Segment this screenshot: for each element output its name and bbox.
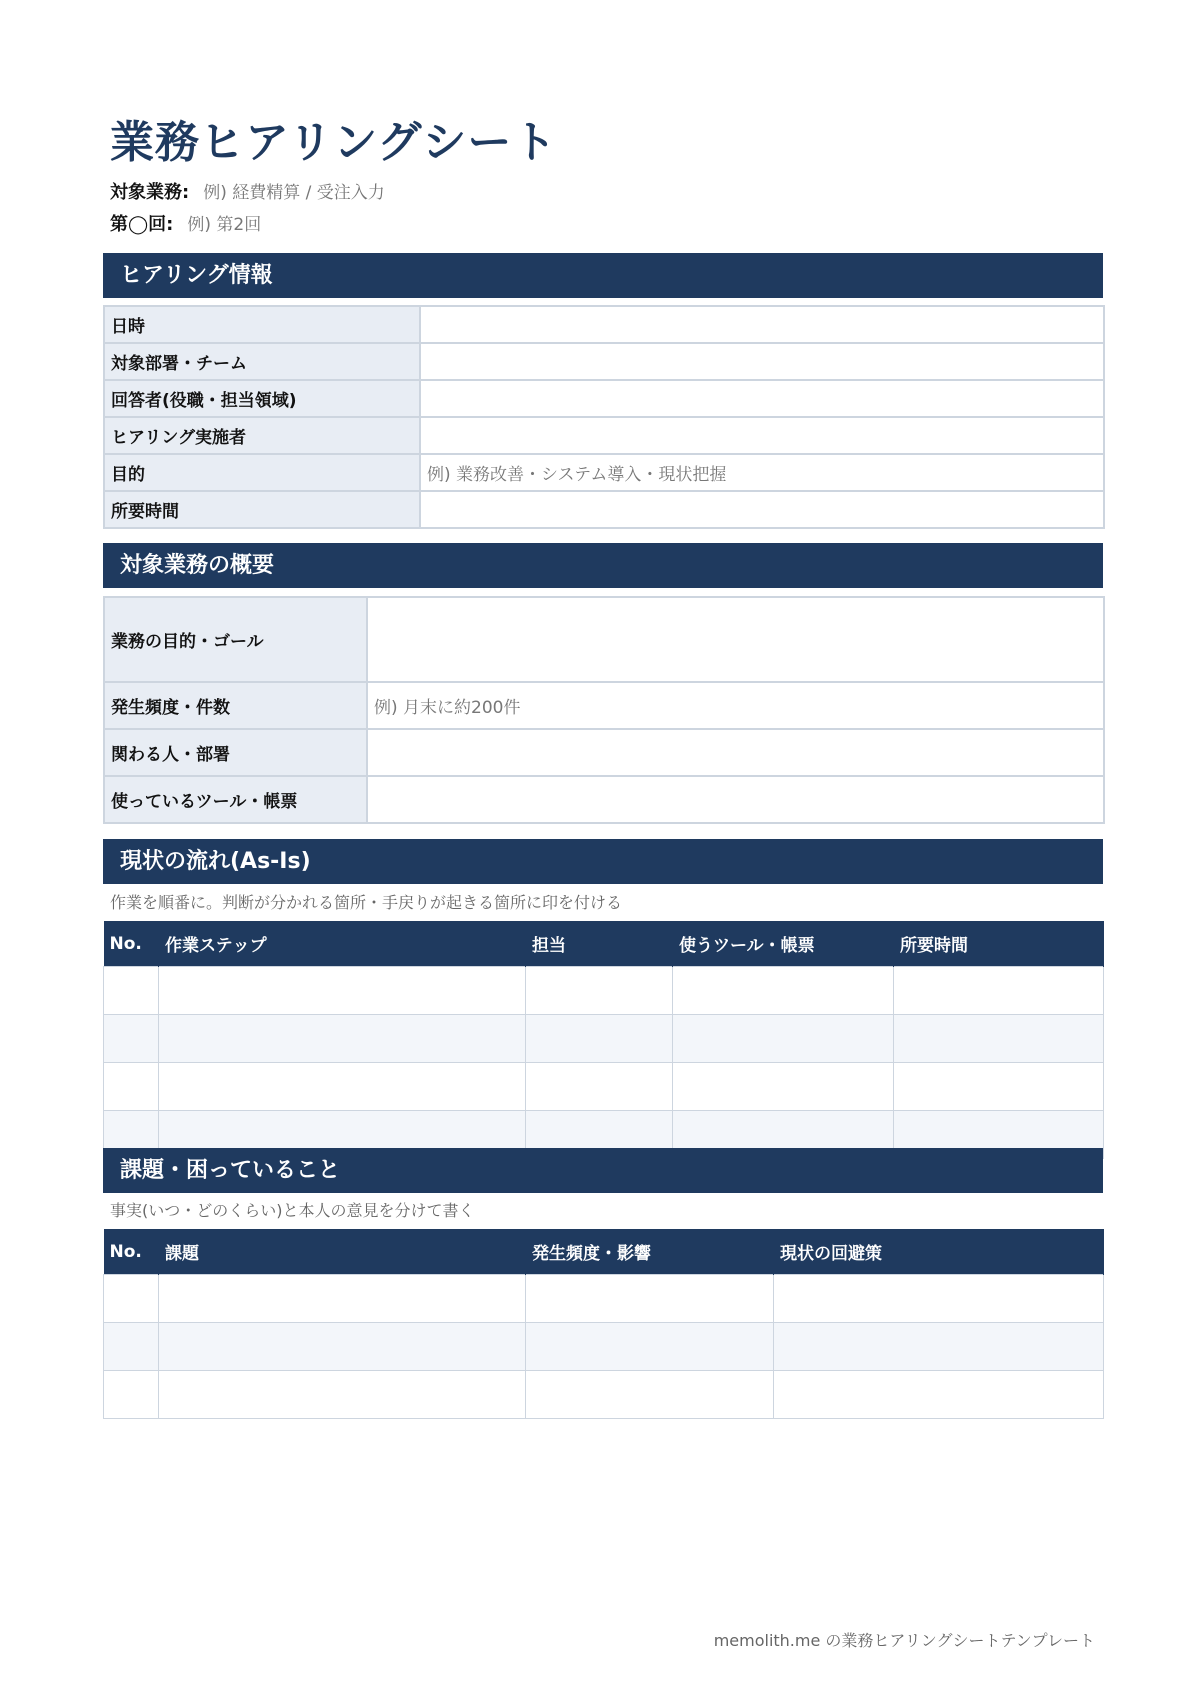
field-label: 日時 — [104, 306, 420, 343]
table-row — [104, 491, 1104, 528]
table-cell[interactable] — [159, 1275, 526, 1323]
footer-credit: memolith.me の業務ヒアリングシートテンプレート — [713, 1631, 1095, 1650]
meta-target-business — [110, 180, 385, 206]
field-label: 対象部署・チーム — [104, 343, 420, 380]
field-value-goal[interactable] — [367, 597, 1104, 682]
table-cell[interactable] — [774, 1323, 1104, 1371]
field-label: 使っているツール・帳票 — [104, 776, 367, 823]
table-row — [104, 454, 1104, 491]
table-cell[interactable] — [673, 1015, 894, 1063]
field-value-purpose[interactable]: 例) 業務改善・システム導入・現状把握 — [420, 454, 1104, 491]
table-cell[interactable] — [104, 1275, 159, 1323]
meta-session-number — [110, 212, 261, 238]
field-label: 関わる人・部署 — [104, 729, 367, 776]
meta-value[interactable]: 例) 経費精算 / 受注入力 — [203, 183, 385, 203]
page-title: 業務ヒアリングシート — [110, 117, 558, 168]
table-cell[interactable] — [526, 967, 673, 1015]
section-header-overview: 対象業務の概要 — [103, 543, 1103, 588]
field-value-people[interactable] — [367, 729, 1104, 776]
table-cell[interactable] — [774, 1371, 1104, 1419]
column-header: 課題 — [159, 1229, 526, 1275]
table-row — [104, 1063, 1104, 1111]
section-header-hearing-info: ヒアリング情報 — [103, 253, 1103, 298]
issues-table — [103, 1229, 1104, 1419]
field-value-tools[interactable] — [367, 776, 1104, 823]
table-header-row — [104, 1229, 1104, 1275]
table-row — [104, 380, 1104, 417]
field-value-frequency[interactable]: 例) 月末に約200件 — [367, 682, 1104, 729]
table-header-row — [104, 921, 1104, 967]
table-cell[interactable] — [673, 1063, 894, 1111]
table-row — [104, 1015, 1104, 1063]
column-header: No. — [104, 921, 159, 967]
table-cell[interactable] — [104, 1063, 159, 1111]
table-cell[interactable] — [159, 1015, 526, 1063]
as-is-table — [103, 921, 1104, 1159]
table-cell[interactable] — [104, 967, 159, 1015]
table-cell[interactable] — [526, 1275, 774, 1323]
field-label: ヒアリング実施者 — [104, 417, 420, 454]
table-row — [104, 306, 1104, 343]
meta-label: 対象業務: — [110, 182, 190, 203]
table-cell[interactable] — [104, 1323, 159, 1371]
column-header: 担当 — [526, 921, 673, 967]
table-row — [104, 1371, 1104, 1419]
table-cell[interactable] — [159, 1371, 526, 1419]
table-cell[interactable] — [159, 1323, 526, 1371]
table-row — [104, 417, 1104, 454]
table-cell[interactable] — [894, 1015, 1104, 1063]
field-label: 発生頻度・件数 — [104, 682, 367, 729]
table-row — [104, 729, 1104, 776]
table-cell[interactable] — [894, 1063, 1104, 1111]
meta-label: 第◯回: — [110, 214, 174, 235]
table-cell[interactable] — [673, 967, 894, 1015]
field-value-duration[interactable] — [420, 491, 1104, 528]
column-header: 作業ステップ — [159, 921, 526, 967]
table-row — [104, 967, 1104, 1015]
table-cell[interactable] — [159, 1063, 526, 1111]
column-header: 所要時間 — [894, 921, 1104, 967]
section-header-issues: 課題・困っていること — [103, 1148, 1103, 1193]
field-value-respondent[interactable] — [420, 380, 1104, 417]
table-cell[interactable] — [526, 1063, 673, 1111]
meta-value[interactable]: 例) 第2回 — [187, 215, 262, 235]
table-row — [104, 776, 1104, 823]
column-header: 発生頻度・影響 — [526, 1229, 774, 1275]
table-cell[interactable] — [526, 1371, 774, 1419]
hearing-info-table — [103, 305, 1105, 529]
table-cell[interactable] — [104, 1371, 159, 1419]
field-value-datetime[interactable] — [420, 306, 1104, 343]
table-row — [104, 597, 1104, 682]
table-row — [104, 1323, 1104, 1371]
table-cell[interactable] — [104, 1015, 159, 1063]
column-header: No. — [104, 1229, 159, 1275]
table-cell[interactable] — [159, 967, 526, 1015]
section-header-as-is: 現状の流れ(As-Is) — [103, 839, 1103, 884]
section-note: 事実(いつ・どのくらい)と本人の意見を分けて書く — [110, 1201, 475, 1220]
table-row — [104, 1275, 1104, 1323]
table-cell[interactable] — [526, 1323, 774, 1371]
field-value-interviewer[interactable] — [420, 417, 1104, 454]
field-label: 所要時間 — [104, 491, 420, 528]
overview-table — [103, 596, 1105, 824]
column-header: 使うツール・帳票 — [673, 921, 894, 967]
field-label: 業務の目的・ゴール — [104, 597, 367, 682]
field-value-department[interactable] — [420, 343, 1104, 380]
section-note: 作業を順番に。判断が分かれる箇所・手戻りが起きる箇所に印を付ける — [110, 893, 623, 912]
field-label: 目的 — [104, 454, 420, 491]
field-label: 回答者(役職・担当領域) — [104, 380, 420, 417]
column-header: 現状の回避策 — [774, 1229, 1104, 1275]
table-row — [104, 343, 1104, 380]
table-cell[interactable] — [774, 1275, 1104, 1323]
table-cell[interactable] — [526, 1015, 673, 1063]
table-row — [104, 682, 1104, 729]
table-cell[interactable] — [894, 967, 1104, 1015]
